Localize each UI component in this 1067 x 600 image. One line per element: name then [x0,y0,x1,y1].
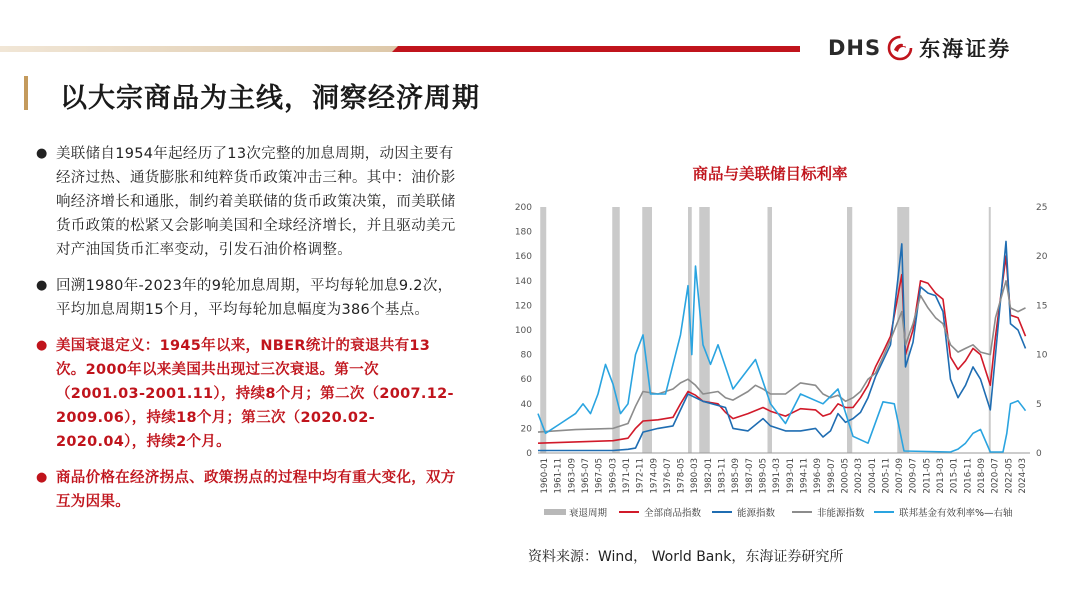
bullet-text: 回溯1980年-2023年的9轮加息周期，平均每轮加息9.2次，平均加息周期15个月，平均每轮加息幅度为386个基点。 [56,278,453,318]
x-tick-label: 1982-01 [703,458,714,494]
y-left-tick-label: 80 [520,350,532,361]
x-tick-label: 1969-03 [608,458,619,494]
y-right-tick-label: 15 [1036,301,1048,312]
chart-title: 商品与美联储目标利率 [692,165,848,183]
x-tick-label: 2002-03 [854,458,865,494]
x-tick-label: 1994-11 [799,458,810,494]
y-left-tick-label: 120 [514,301,532,312]
page-title: 以大宗商品为主线，洞察经济周期 [60,83,480,114]
y-left-tick-label: 60 [520,375,532,386]
logo-chinese: 东海证券 [919,36,1012,61]
y-left-tick-label: 180 [514,227,532,238]
x-tick-label: 2020-07 [990,457,1001,494]
x-tick-label: 1996-09 [813,458,824,494]
x-tick-label: 1965-07 [580,458,591,494]
bullet-dot: ● [36,146,48,161]
series-line [538,256,1026,443]
recession-band [612,207,620,453]
x-tick-label: 1972-11 [635,458,646,494]
x-tick-label: 1989-05 [758,458,769,494]
y-left-tick-label: 20 [520,424,532,435]
legend-swatch [544,509,566,515]
dragon-logo-icon [885,33,915,63]
x-tick-label: 1998-07 [826,458,837,494]
y-right-tick-label: 20 [1036,252,1048,263]
x-tick-label: 2016-11 [963,458,974,494]
commodity-fed-rate-chart [494,190,1054,530]
series-line [538,281,1026,432]
x-tick-label: 1976-07 [662,458,673,494]
x-tick-label: 1978-05 [676,458,687,494]
bullet-list [36,142,456,526]
bullet-text: 商品价格在经济拐点、政策拐点的过程中均有重大变化，双方互为因果。 [56,470,456,510]
y-left-tick-label: 140 [514,276,532,287]
legend-label: 衰退周期 [569,508,608,519]
bullet-item [36,142,456,262]
x-tick-label: 2024-03 [1018,458,1028,494]
x-tick-label: 1983-11 [717,458,728,494]
x-tick-label: 2022-05 [1004,458,1015,494]
x-tick-label: 2004-01 [867,458,878,494]
recession-band [847,207,852,453]
logo-latin: DHS [828,36,882,60]
bullet-dot: ● [36,338,48,353]
y-left-tick-label: 160 [514,252,532,263]
recession-band [642,207,652,453]
x-tick-label: 1985-09 [731,458,742,494]
recession-band [540,207,546,453]
bullet-text: 美国衰退定义：1945年以来，NBER统计的衰退共有13次。2000年以来美国共出现过三次衰退。第一次（2001.03-2001.11），持续8个月；第二次（2007.12-2009.06），持续18个月；第三次（2020.02-2020.04），持续2个月。 [56,338,454,450]
x-tick-label: 1980-03 [690,458,701,494]
legend-label: 联邦基金有效利率%—右轴 [899,508,1013,519]
x-tick-label: 1993-01 [785,458,796,494]
x-tick-label: 1960-01 [540,458,550,494]
x-tick-label: 1967-05 [594,458,605,494]
header-bar-red [392,46,800,52]
bullet-dot: ● [36,278,48,293]
legend-label: 能源指数 [737,508,776,519]
x-tick-label: 2015-01 [949,458,960,494]
x-tick-label: 2005-11 [881,458,892,494]
title-accent-bar [24,76,28,110]
recession-band [768,207,773,453]
y-right-tick-label: 5 [1036,399,1042,410]
y-right-tick-label: 10 [1036,350,1048,361]
legend-label: 非能源指数 [817,508,865,519]
bullet-text: 美联储自1954年起经历了13次完整的加息周期，动因主要有经济过热、通货膨胀和纯粹货币政策冲击三种。其中：油价影响经济增长和通胀，制约着美联储的货币政策决策，而美联储货币政策的松紧又会影响美国和全球经济增长，并且驱动美元对产油国货币汇率变动，引发石油价格调整。 [56,146,456,258]
x-tick-label: 1963-09 [567,458,578,494]
company-logo [828,32,1011,64]
header-bar-tan [0,46,420,52]
y-left-tick-label: 0 [526,449,532,459]
y-right-tick-label: 0 [1036,449,1042,459]
x-tick-label: 1991-03 [772,458,783,494]
bullet-item [36,274,456,322]
x-tick-label: 1961-11 [553,458,564,494]
y-left-tick-label: 200 [514,203,532,213]
source-note: 资料来源：Wind， World Bank，东海证券研究所 [528,549,844,565]
x-tick-label: 2018-09 [977,458,988,494]
legend-label: 全部商品指数 [644,508,702,519]
x-tick-label: 2009-07 [908,458,919,494]
x-tick-label: 1971-01 [621,458,632,494]
y-left-tick-label: 40 [520,399,532,410]
x-tick-label: 2013-03 [936,458,947,494]
y-right-tick-label: 25 [1036,203,1048,213]
x-tick-label: 1974-09 [649,458,660,494]
bullet-dot: ● [36,470,48,485]
x-tick-label: 2007-09 [895,458,906,494]
x-tick-label: 1987-07 [744,458,755,494]
bullet-item [36,334,456,454]
x-tick-label: 2011-05 [922,458,933,494]
y-left-tick-label: 100 [514,326,532,336]
recession-band [989,207,991,453]
x-tick-label: 2000-05 [840,458,851,494]
bullet-item [36,466,456,514]
